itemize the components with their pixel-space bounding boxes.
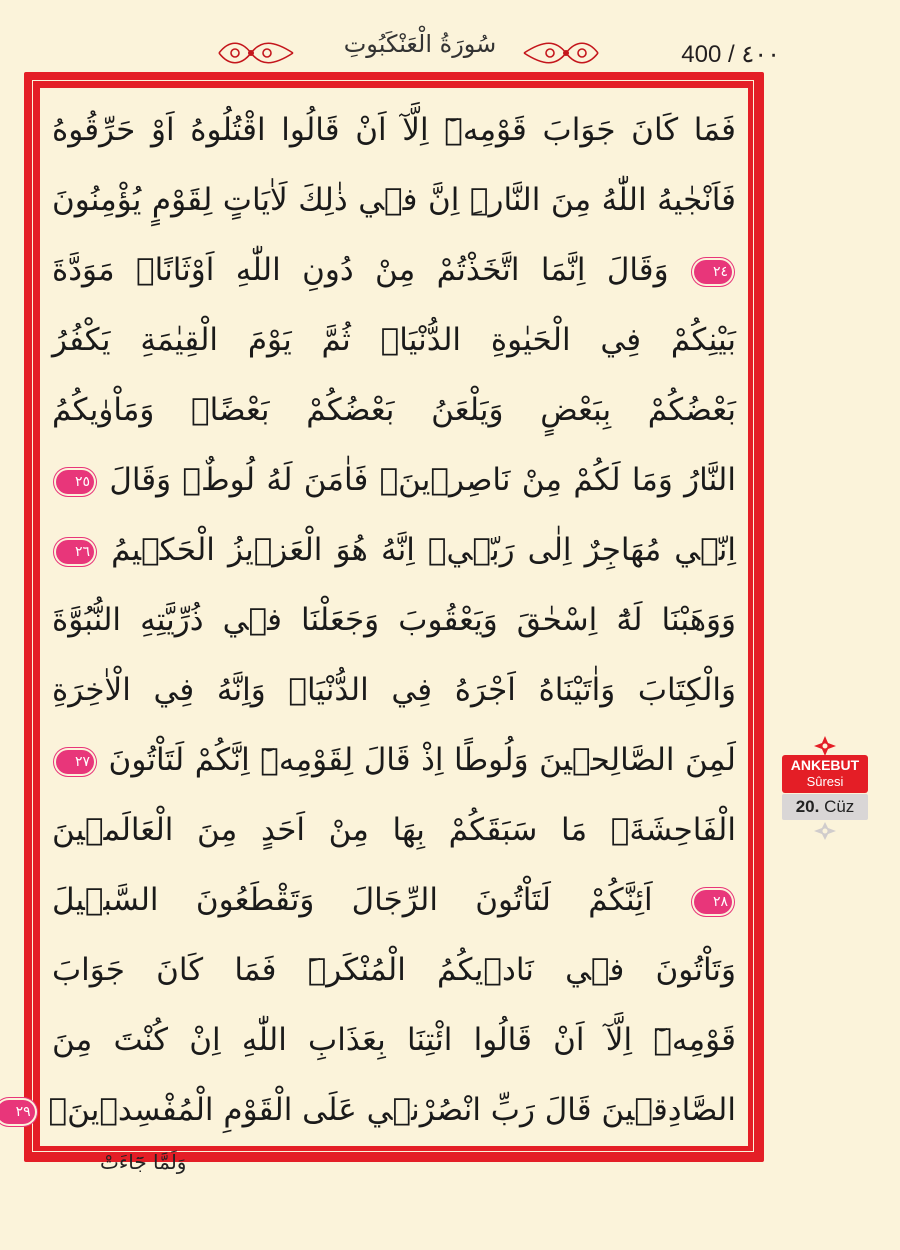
cuz-tab[interactable]	[782, 794, 868, 820]
cuz-label: Cüz	[824, 797, 855, 816]
ayah-text: فَمَا كَانَ جَوَابَ قَوْمِهٖٓ اِلَّآ اَنْ قَالُوا اقْتُلُوهُ اَوْ حَرِّقُوهُ	[52, 112, 736, 148]
fleur-ornament-icon	[812, 735, 838, 757]
text-line	[52, 658, 736, 722]
surah-suffix-label: Sûresi	[806, 774, 844, 789]
page-number: 400 / ٤٠٠	[681, 41, 780, 68]
surah-title: سُورَةُ الْعَنْكَبُوتِ	[343, 30, 497, 58]
ayah-number-marker: ٢٤	[694, 260, 732, 284]
ayah-number-marker: ٢٨	[694, 890, 732, 914]
text-line	[52, 238, 736, 302]
ayah-number-marker: ٢٥	[56, 470, 94, 494]
quran-text	[15, 98, 737, 1138]
ayah-text: وَقَالَ اِنَّمَا اتَّخَذْتُمْ مِنْ دُونِ اللّٰهِ اَوْثَانًاۙ مَوَدَّةَ	[52, 252, 669, 288]
ayah-number-marker: ٢٦	[56, 540, 94, 564]
catchword: وَلَمَّا جَٓاءَتْ	[100, 1150, 187, 1174]
surah-name-label: ANKEBUT	[790, 757, 860, 773]
ayah-text: الصَّادِق۪ينَ قَالَ رَبِّ انْصُرْن۪ي عَلَى الْقَوْمِ الْمُفْسِد۪ينَۘ	[48, 1092, 736, 1128]
ayah-text: فَاَنْجٰيهُ اللّٰهُ مِنَ النَّارِۜ اِنَّ ف۪ي ذٰلِكَ لَاٰيَاتٍ لِقَوْمٍ يُؤْمِنُونَ	[52, 182, 736, 218]
ayah-text: اَئِنَّكُمْ لَتَاْتُونَ الرِّجَالَ وَتَقْطَعُونَ السَّب۪يلَ	[52, 882, 653, 918]
text-line	[52, 168, 736, 232]
surah-name-tab[interactable]	[782, 755, 868, 793]
ayah-text: وَتَاْتُونَ ف۪ي نَاد۪يكُمُ الْمُنْكَرَۜ فَمَا كَانَ جَوَابَ	[52, 952, 736, 988]
right-header-ornament-icon	[520, 38, 602, 68]
text-line	[52, 1008, 736, 1072]
ayah-number-marker: ٢٩	[0, 1100, 35, 1124]
text-line	[52, 308, 736, 372]
text-line	[52, 98, 736, 162]
text-line	[15, 1078, 736, 1142]
fleur-ornament-bottom-icon	[812, 821, 838, 841]
ayah-text: وَالْكِتَابَ وَاٰتَيْنَاهُ اَجْرَهُ فِي الدُّنْيَاۚ وَاِنَّهُ فِي الْاٰخِرَةِ	[52, 672, 736, 708]
ayah-text: بَعْضُكُمْ بِبَعْضٍ وَيَلْعَنُ بَعْضُكُمْ بَعْضًاۘ وَمَاْوٰيكُمُ	[52, 392, 736, 428]
ayah-text: وَوَهَبْنَا لَهُٓ اِسْحٰقَ وَيَعْقُوبَ وَجَعَلْنَا ف۪ي ذُرِّيَّتِهِ النُّبُوَّةَ	[52, 602, 736, 638]
text-line	[52, 938, 736, 1002]
ayah-text: الْفَاحِشَةَۘ مَا سَبَقَكُمْ بِهَا مِنْ اَحَدٍ مِنَ الْعَالَم۪ينَ	[52, 812, 736, 848]
ayah-text: قَوْمِه۪ٓ اِلَّآ اَنْ قَالُوا ائْتِنَا بِعَذَابِ اللّٰهِ اِنْ كُنْتَ مِنَ	[52, 1022, 736, 1058]
ayah-number-marker: ٢٧	[56, 750, 94, 774]
ayah-text: لَمِنَ الصَّالِح۪ينَ وَلُوطًا اِذْ قَالَ لِقَوْمِه۪ٓ اِنَّكُمْ لَتَاْتُونَ	[108, 742, 737, 778]
ayah-text: النَّارُ وَمَا لَكُمْ مِنْ نَاصِر۪ينَۗ فَاٰمَنَ لَهُ لُوطٌۢ وَقَالَ	[109, 462, 736, 498]
text-line	[52, 518, 736, 582]
left-header-ornament-icon	[215, 38, 297, 68]
text-line	[52, 798, 736, 862]
ayah-text: اِنّ۪ي مُهَاجِرٌ اِلٰى رَبّ۪يۜ اِنَّهُ هُوَ الْعَز۪يزُ الْحَك۪يمُ	[111, 532, 736, 568]
ayah-text: بَيْنِكُمْ فِي الْحَيٰوةِ الدُّنْيَاۚ ثُمَّ يَوْمَ الْقِيٰمَةِ يَكْفُرُ	[52, 322, 736, 358]
text-line	[52, 448, 736, 512]
text-line	[52, 378, 736, 442]
text-line	[52, 728, 736, 792]
text-line	[52, 868, 736, 932]
page-header	[0, 0, 900, 80]
text-line	[52, 588, 736, 652]
cuz-number: 20.	[795, 797, 820, 816]
